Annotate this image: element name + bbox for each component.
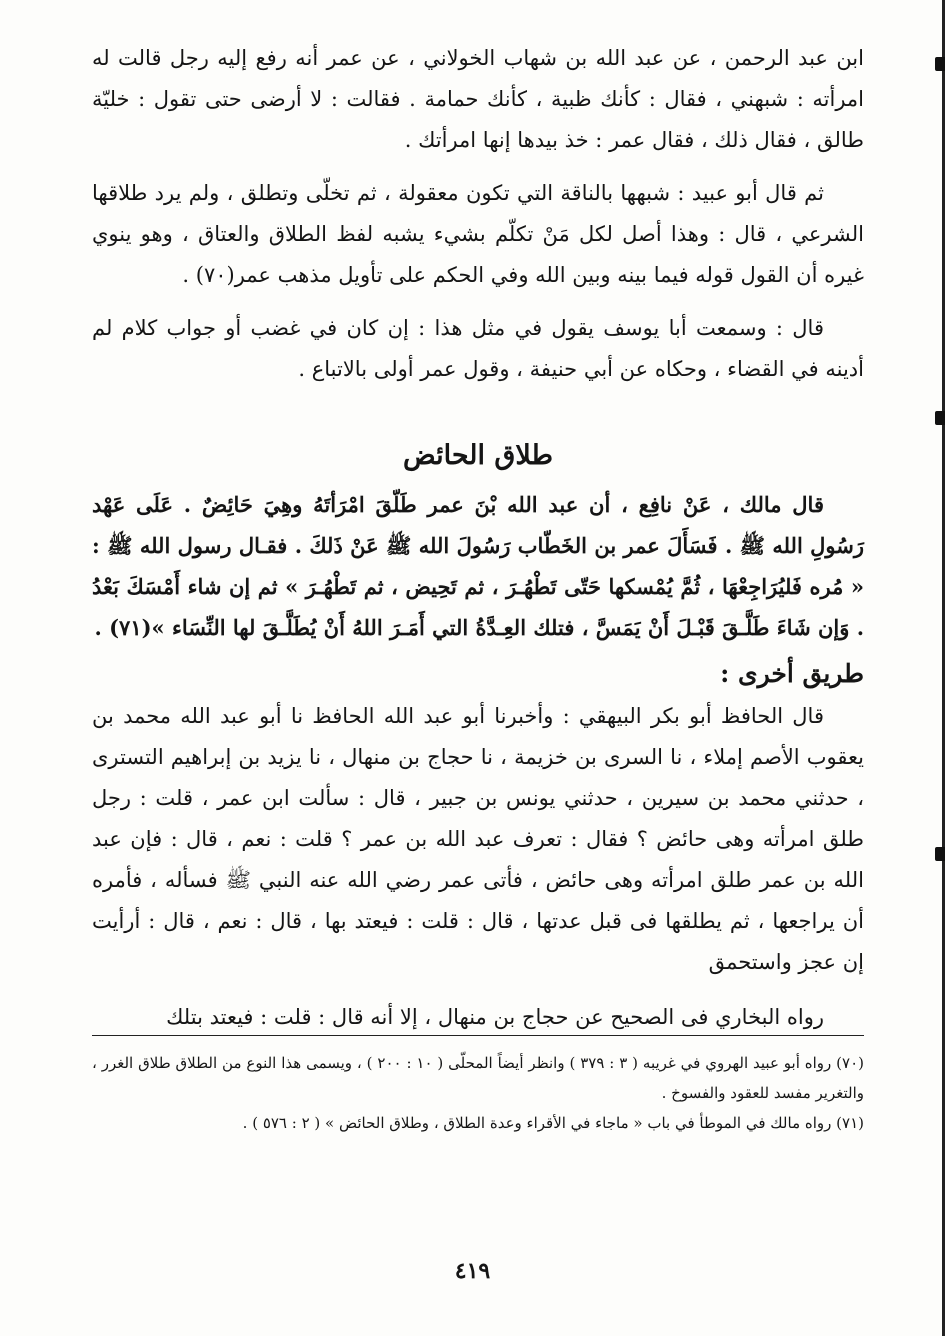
- margin-mark: [935, 57, 945, 71]
- footnote-70: (٧٠) رواه أبو عبيد الهروي في غريبه ( ٣ : ٣٧٩ ) وانظر أيضاً المحلّى ( ١٠ : ٢٠٠ ) ، ويسمى هذا النوع من الطلاق طلاق الغرر ، والتغرير مفسد للعقود والفسوخ .: [92, 1054, 864, 1102]
- margin-mark: [935, 411, 945, 425]
- footnotes: [92, 1048, 864, 1138]
- hadith-text: قال مالك ، عَنْ نافِع ، أن عبد الله بْنَ عمر طَلّقَ امْرَأتَهُ وهِيَ حَائِضٌ . عَلَى عَهْد رَسُولِ الله ﷺ . فَسَأَلَ عمر بن الخَطّاب رَسُولَ الله ﷺ عَنْ ذَلكَ . فقـال رسول الله ﷺ : « مُره فَليُرَاجِعْهَا ، ثُمَّ يُمْسكها حَتّى تَطْهُـرَ ، ثم تَحِيض ، ثم تَطْهُـرَ » ثم إن شاء أَمْسَكَ بَعْدُ . وَإن شَاءَ طَلَّـقَ قَبْـلَ أَنْ يَمَسَّ ، فتلك العِـدَّةُ التي أَمَـرَ اللهُ أَنْ يُطَلَّـقَ لها النِّسَاء »: [92, 492, 864, 640]
- footnote-ref-70: (٧٠) .: [182, 263, 235, 287]
- footnote-separator: [92, 997, 864, 1038]
- footnote-71: (٧١) رواه مالك في الموطأ في باب « ماجاء في الأقراء وعدة الطلاق ، وطلاق الحائض » ( ٢ : ٥٧٦ ) .: [242, 1114, 864, 1132]
- footnote-ref-71: (٧١) .: [94, 615, 152, 640]
- chain-paragraph: قال الحافظ أبو بكر البيهقي : وأخبرنا أبو عبد الله الحافظ نا أبو عبد الله محمد بن يعقوب الأصم إملاء ، نا السرى بن خزيمة ، نا حجاج بن منهال ، نا يزيد بن إبراهيم التسترى ، حدثني محمد بن سيرين ، حدثني يونس بن جبير ، قال : سألت ابن عمر ، قلت : رجل طلق امرأته وهى حائض ؟ فقال : تعرف عبد الله بن عمر ؟ قلت : نعم ، قال : فإن عبد الله بن عمر طلق امرأته وهى حائض ، فأتى عمر رضي الله عنه النبي ﷺ فسأله ، فأمره أن يراجعها ، ثم يطلقها فى قبل عدتها ، قال : قلت : فيعتد بها ، قال : نعم ، قال : أرأيت إن عجز واستحمق: [92, 704, 864, 974]
- paragraph-1: ابن عبد الرحمن ، عن عبد الله بن شهاب الخولاني ، عن عمر أنه رفع إليه رجل قالت له امرأته : شبهني ، فقال : كأنك ظبية ، كأنك حمامة . فقالت : لا أرضى حتى تقول : خليّة طالق ، فقال ذلك ، فقال عمر : خذ بيدها إنها امرأتك .: [92, 46, 864, 152]
- paragraph-3: قال : وسمعت أبا يوسف يقول في مثل هذا : إن كان في غضب أو جواب كلام لم أدينه في القضاء ، وحكاه عن أبي حنيفة ، وقول عمر أولى بالاتباع .: [92, 316, 864, 381]
- page-body: [92, 38, 864, 1138]
- paragraph-2: [92, 173, 864, 296]
- paragraph-2-text: ثم قال أبو عبيد : شبهها بالناقة التي تكون معقولة ، ثم تخلّى وتطلق ، ولم يرد طلاقها الشرعي ، قال : وهذا أصل لكل مَنْ تكلّم بشيء يشبه لفظ الطلاق والعتاق ، وهو ينوي غيره أن القول قوله فيما بينه وبين الله وفي الحكم على تأويل مذهب عمر: [92, 181, 864, 287]
- section-heading: طلاق الحائض: [403, 440, 553, 471]
- page-number: ٤١٩: [454, 1258, 491, 1284]
- margin-mark: [935, 847, 945, 861]
- hadith-paragraph: [92, 484, 864, 648]
- trailing-line: رواه البخاري فى الصحيح عن حجاج بن منهال ، إلا أنه قال : قلت : فيعتد بتلك: [166, 1005, 824, 1029]
- sub-heading: طريق أخرى :: [720, 659, 864, 688]
